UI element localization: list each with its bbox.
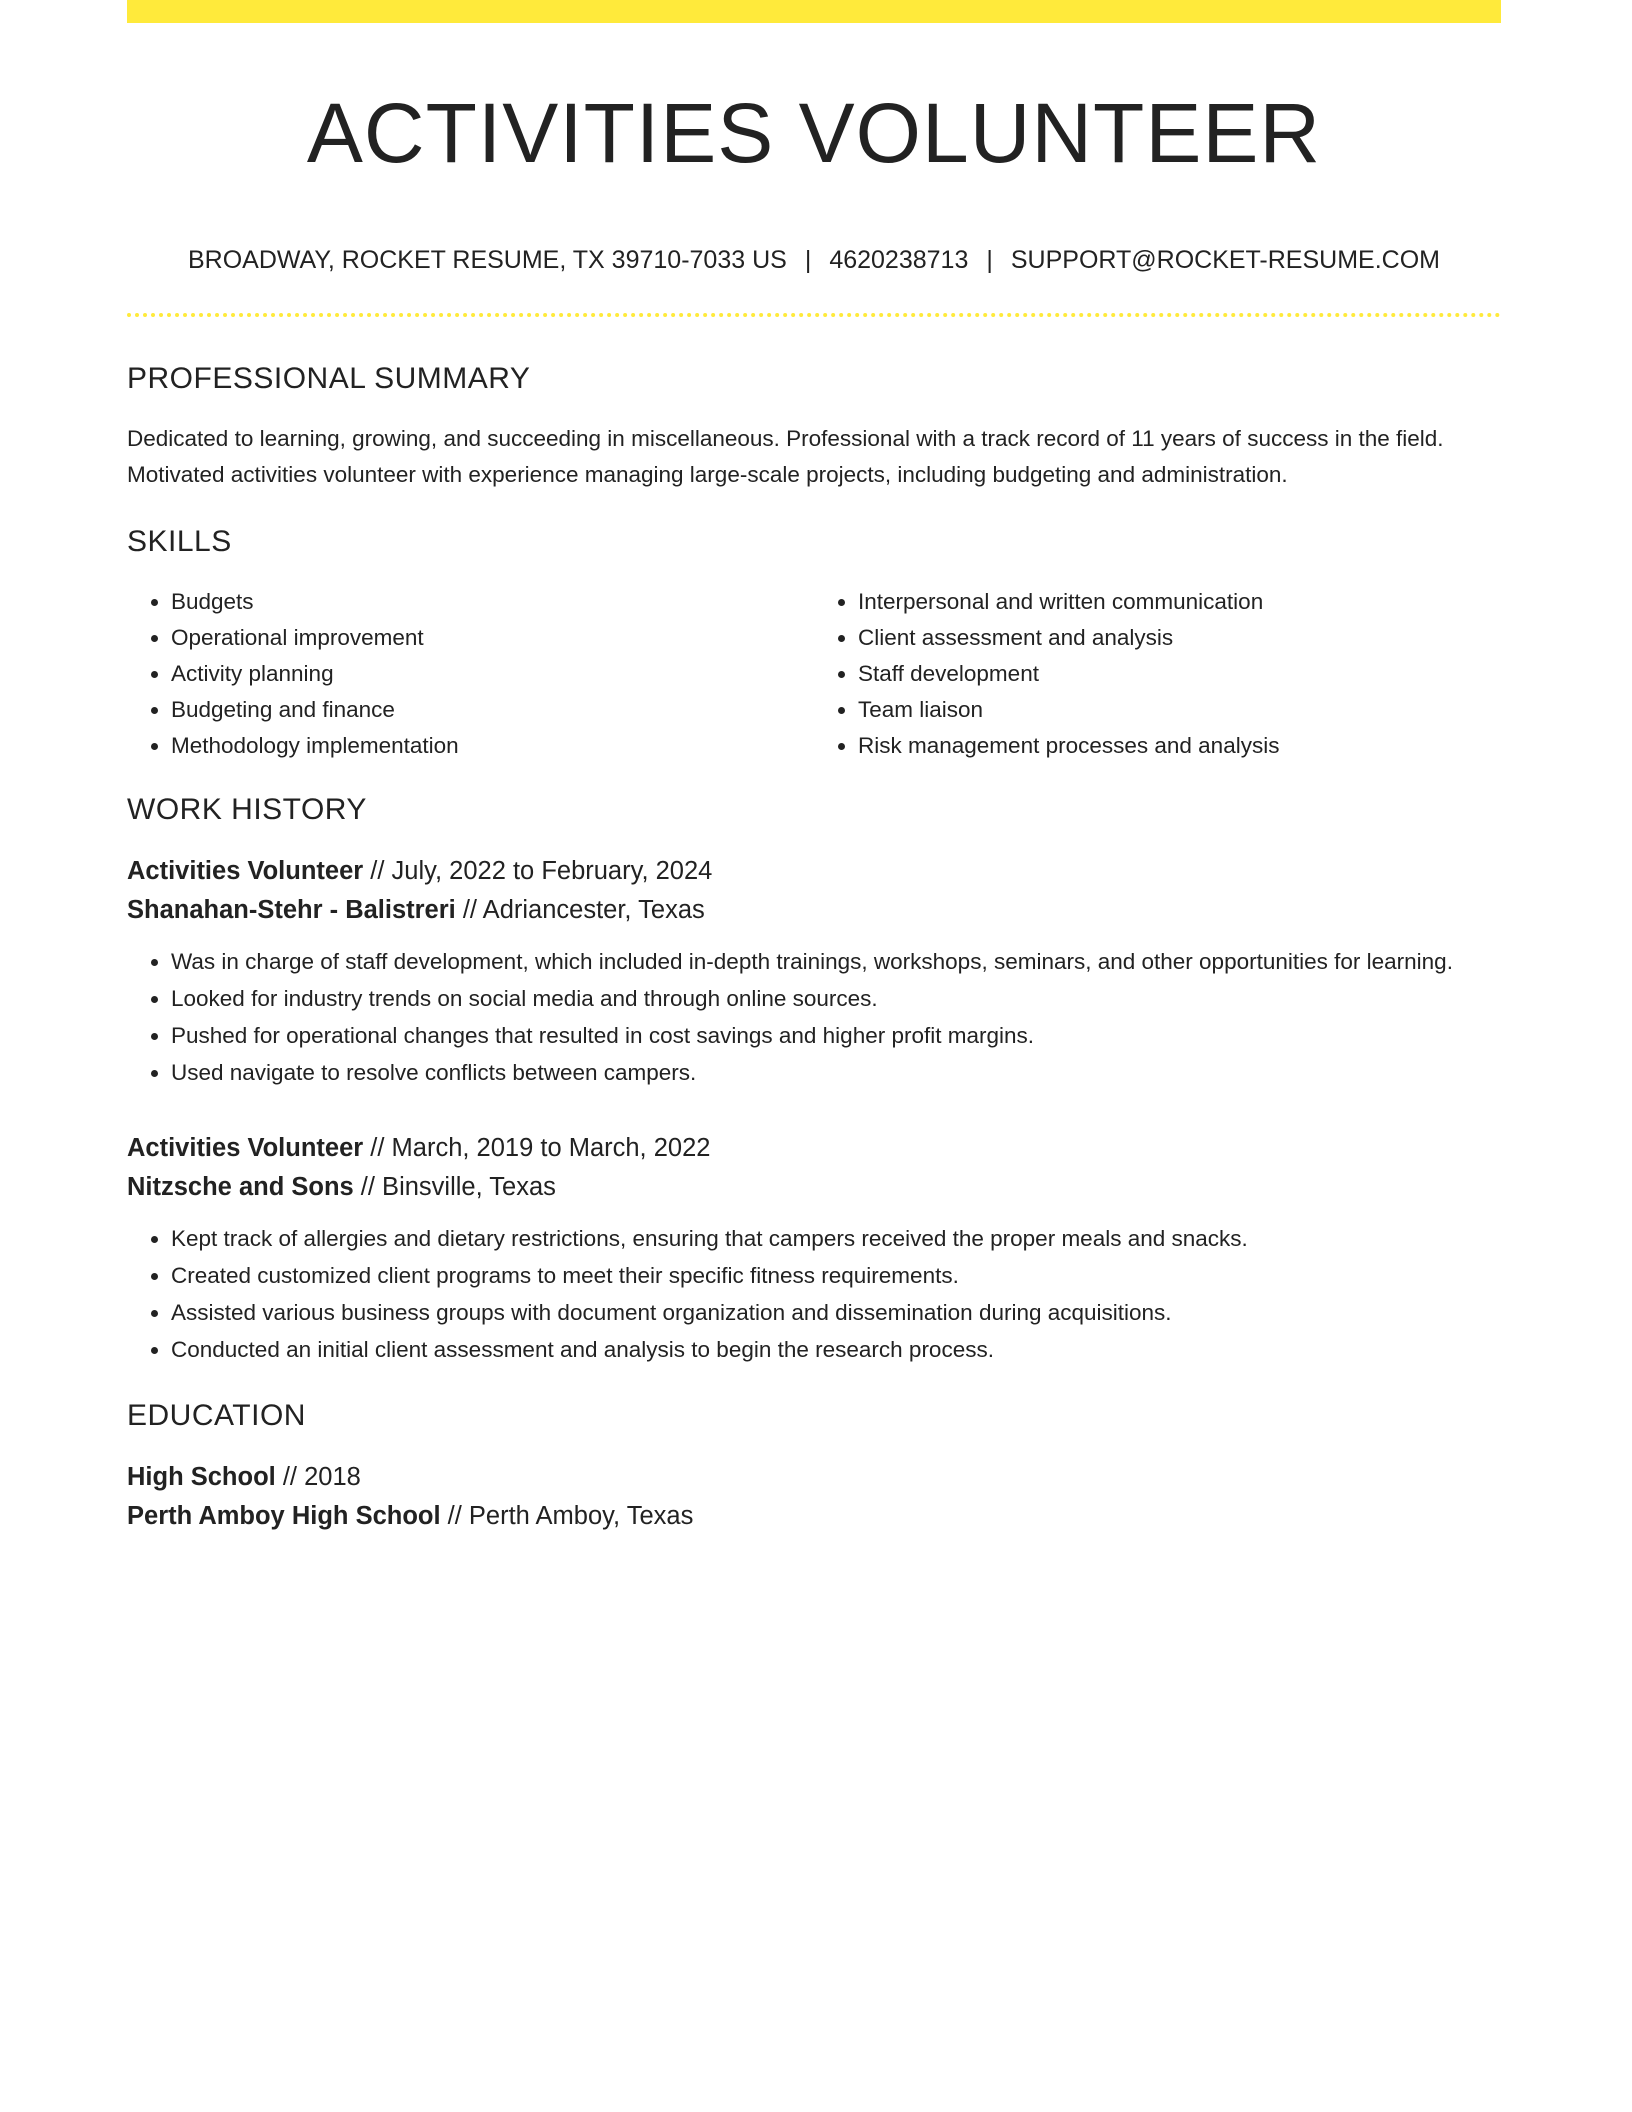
- education-school: Perth Amboy High School: [127, 1502, 441, 1530]
- contact-phone: 4620238713: [829, 246, 969, 274]
- section-title-summary: PROFESSIONAL SUMMARY: [127, 362, 531, 395]
- skill-item: • Risk management processes and analysis: [858, 728, 1501, 764]
- section-title-skills: SKILLS: [127, 525, 232, 558]
- resume-page: [127, 0, 1501, 1536]
- contact-separator: |: [804, 246, 812, 274]
- job-bullet: • Kept track of allergies and dietary restrictions, ensuring that campers received the proper meals and snacks.: [171, 1221, 1501, 1257]
- skill-item: • Staff development: [858, 656, 1501, 692]
- job-bullet: • Was in charge of staff development, which included in-depth trainings, workshops, seminars, and other opportunities for learning.: [171, 944, 1501, 980]
- education-degree-line: [127, 1458, 1501, 1497]
- job-company-line: [127, 1168, 1501, 1207]
- job-bullet: • Looked for industry trends on social media and through online sources.: [171, 981, 1501, 1017]
- dotted-divider: [127, 313, 1501, 317]
- job-bullet: • Created customized client programs to meet their specific fitness requirements.: [171, 1258, 1501, 1294]
- job-bullet: • Assisted various business groups with document organization and dissemination during acquisitions.: [171, 1295, 1501, 1331]
- skill-item: • Budgeting and finance: [171, 692, 814, 728]
- job-location: // Binsville, Texas: [353, 1173, 556, 1201]
- section-title-education: EDUCATION: [127, 1399, 306, 1432]
- job-bullets: [127, 1221, 1501, 1368]
- resume-title: ACTIVITIES VOLUNTEER: [306, 86, 1322, 180]
- job-role-line: [127, 1129, 1501, 1168]
- contact-email: SUPPORT@ROCKET-RESUME.COM: [1010, 246, 1440, 274]
- job-role: Activities Volunteer: [127, 1134, 364, 1162]
- summary-text: Dedicated to learning, growing, and succeeding in miscellaneous. Professional with a track record of 11 years of success in the field. Motivated activities volunteer with experience managing large-scale projects, including budgeting and administration.: [127, 426, 1444, 487]
- education-location: // Perth Amboy, Texas: [440, 1502, 694, 1530]
- job-company: Nitzsche and Sons: [127, 1173, 354, 1201]
- education-degree: High School: [127, 1463, 276, 1491]
- skill-item: • Client assessment and analysis: [858, 620, 1501, 656]
- job-bullets: [127, 944, 1501, 1091]
- job-entry: [127, 1129, 1501, 1368]
- skill-item: • Interpersonal and written communication: [858, 584, 1501, 620]
- education-year: // 2018: [275, 1463, 361, 1491]
- skill-item: • Team liaison: [858, 692, 1501, 728]
- skills-list-right: [814, 584, 1501, 764]
- education-school-line: [127, 1497, 1501, 1536]
- skill-item: • Operational improvement: [171, 620, 814, 656]
- job-role: Activities Volunteer: [127, 857, 364, 885]
- contact-separator: |: [986, 246, 993, 274]
- skills-list-left: [127, 584, 814, 764]
- job-dates: // March, 2019 to March, 2022: [363, 1134, 711, 1162]
- job-location: // Adriancester, Texas: [455, 896, 705, 924]
- section-title-work-history: WORK HISTORY: [127, 793, 367, 826]
- job-entry: [127, 852, 1501, 1091]
- skills-grid: [127, 584, 1501, 764]
- skill-item: • Budgets: [171, 584, 814, 620]
- job-company: Shanahan-Stehr - Balistreri: [127, 896, 456, 924]
- contact-line: [127, 245, 1501, 275]
- skill-item: • Methodology implementation: [171, 728, 814, 764]
- job-role-line: [127, 852, 1501, 891]
- job-company-line: [127, 891, 1501, 930]
- accent-top-bar: [127, 0, 1501, 23]
- job-dates: // July, 2022 to February, 2024: [363, 857, 713, 885]
- job-bullet: • Conducted an initial client assessment and analysis to begin the research process.: [171, 1332, 1501, 1368]
- skill-item: • Activity planning: [171, 656, 814, 692]
- job-bullet: • Pushed for operational changes that resulted in cost savings and higher profit margins.: [171, 1018, 1501, 1054]
- job-bullet: • Used navigate to resolve conflicts between campers.: [171, 1055, 1501, 1091]
- contact-address: BROADWAY, ROCKET RESUME, TX 39710-7033 US: [187, 246, 787, 274]
- education-entry: [127, 1458, 1501, 1536]
